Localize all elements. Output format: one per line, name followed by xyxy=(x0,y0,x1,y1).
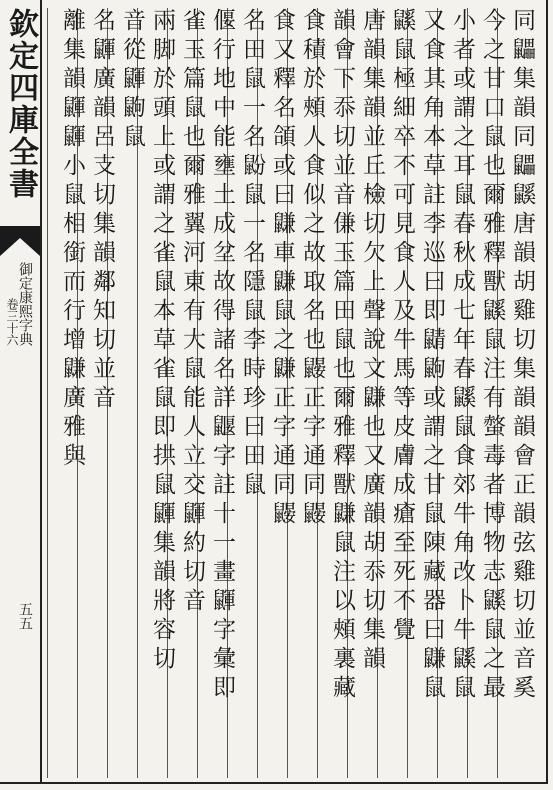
text-column: 名田鼠一名鼢鼠一名隱鼠李時珍曰田鼠 xyxy=(227,8,276,778)
text-column: 偃行地中能壅土成坌故得諸名詳鼴字註十一畫鼲字彙即 xyxy=(197,8,246,778)
volume-number: 卷三十六 xyxy=(5,298,19,346)
text-column: 兩脚於頭上或謂之雀鼠本草雀鼠即拱鼠鼲集韻將容切 xyxy=(137,8,186,778)
text-column: 同鼺集韻同鼺鼷唐韻胡雞切集韻韻會正韻弦雞切並音奚 xyxy=(497,8,546,778)
text-column: 唐韻集韻並丘檢切欠上聲說文鼸也又廣韻胡忝切集韻 xyxy=(347,8,396,778)
text-column: 鼷鼠極細卒不可見食人及牛馬等皮膚成瘡至死不覺 xyxy=(377,8,426,778)
collection-title: 欽定四庫全書 xyxy=(3,8,38,200)
book-title: 御定康熙字典 xyxy=(17,262,33,346)
text-column: 音從鼲鼩鼠 xyxy=(107,8,156,778)
text-column: 韻會下忝切並音傔玉篇田鼠也爾雅釋獸鼸鼠注以頰裏藏 xyxy=(317,8,366,778)
page-number: 五五 xyxy=(17,602,33,630)
text-column: 食又釋名頜或曰鼸車鼸鼠之鼸正字通同鼹 xyxy=(257,8,306,778)
text-column: 雀玉篇鼠也爾雅翼河東有大鼠能人立交鼲約切音 xyxy=(167,8,216,778)
text-column: 又食其角本草註李巡曰即鼱鼩或謂之甘鼠陳藏器曰鼸鼠 xyxy=(407,8,456,778)
text-column: 食積於頰人食似之故取名也鼹正字通同鼹 xyxy=(287,8,336,778)
text-column: 小者或謂之耳鼠春秋成七年春鼷鼠食郊牛角改卜牛鼷鼠 xyxy=(437,8,486,778)
book-spine xyxy=(0,0,42,782)
fishtail-ornament-icon xyxy=(0,226,40,256)
text-column xyxy=(42,8,50,778)
text-column: 離集韻鼲鼲小鼠相銜而行增鼸廣雅與 xyxy=(47,8,96,778)
text-column: 今之甘口鼠也爾雅釋獸鼷鼠注有螫毒者博物志鼷鼠之最 xyxy=(467,8,516,778)
text-column: 名鼲廣韻呂支切集韻鄰知切並音 xyxy=(77,8,126,778)
